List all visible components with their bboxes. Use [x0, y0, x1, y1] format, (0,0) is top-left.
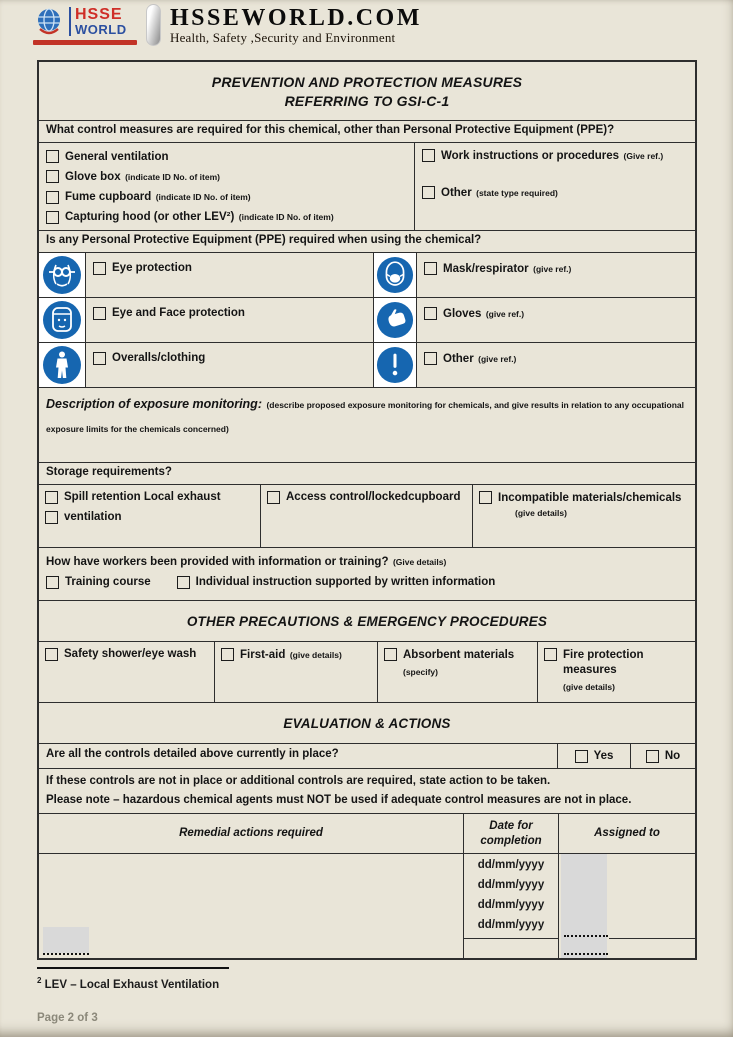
option-label: General ventilation [65, 150, 169, 163]
assigned-to-column [558, 854, 695, 958]
precautions-section [39, 641, 695, 702]
assigned-field-strip[interactable] [561, 854, 607, 958]
footnote-text: LEV – Local Exhaust Ventilation [41, 978, 220, 991]
exclamation-icon [376, 346, 414, 384]
option-note: (give details) [515, 508, 567, 518]
option-label: Individual instruction supported by written information [195, 576, 496, 588]
precautions-header: OTHER PRECAUTIONS & EMERGENCY PROCEDURES [186, 613, 548, 629]
ppe-option-eye-protection [93, 261, 366, 275]
yes-label: Yes [593, 750, 614, 762]
precaution-first-aid [221, 647, 371, 662]
training-option-course [46, 575, 151, 589]
date-completion-column [463, 854, 558, 958]
remedial-actions-header: Remedial actions required [179, 827, 323, 840]
date-placeholder[interactable]: dd/mm/yyyy [477, 859, 545, 871]
control-option-capturing-hood [46, 207, 407, 227]
prevention-protection-form [37, 60, 697, 960]
no-label: No [664, 750, 681, 762]
remedial-table-header [39, 813, 695, 853]
control-measures-section [39, 142, 695, 230]
option-label: ventilation [64, 511, 122, 523]
answer-no [630, 744, 695, 768]
assigned-to-header: Assigned to [558, 814, 695, 853]
exposure-monitoring-section[interactable] [39, 387, 695, 462]
logo-text-world: WORLD [75, 22, 127, 37]
ppe-option-other [424, 351, 688, 366]
footnote-superscript: 2 [37, 976, 42, 985]
checkbox-absorbent-materials[interactable] [384, 648, 397, 661]
ppe-question: Is any Personal Protective Equipment (PPE) required when using the chemical? [39, 230, 695, 252]
precaution-safety-shower [45, 647, 208, 661]
control-measures-question: What control measures are required for this chemical, other than Personal Protective Equipment (PPE)? [39, 120, 695, 142]
option-label: Gloves [443, 308, 482, 320]
gloves-icon [376, 301, 414, 339]
action-notes [39, 768, 695, 813]
option-label: Fire protection measures [563, 649, 644, 676]
control-option-work-instructions [422, 148, 688, 163]
globe-icon [33, 6, 65, 38]
option-label: Incompatible materials/chemicals [498, 492, 682, 504]
option-label: Spill retention Local exhaust [64, 491, 221, 503]
control-option-general-ventilation [46, 146, 407, 166]
site-name: HSSEWORLD.COM [170, 4, 422, 31]
storage-section [39, 484, 695, 547]
training-question-note: (Give details) [392, 557, 447, 567]
option-label: Fume cupboard [65, 191, 152, 204]
action-note-2: Please note – hazardous chemical agents must NOT be used if adequate control measures are not in place. [46, 794, 632, 806]
checkbox-gloves[interactable] [424, 307, 437, 320]
control-option-other [422, 185, 688, 200]
option-label: Glove box [65, 170, 121, 183]
option-label: Capturing hood (or other LEV²) [65, 211, 235, 224]
option-label: Access control/lockedcupboard [286, 491, 461, 503]
date-completion-header: Date for completion [463, 814, 558, 853]
storage-option-incompatible-materials [479, 490, 689, 520]
date-placeholder[interactable]: dd/mm/yyyy [477, 899, 545, 911]
checkbox-eye-protection[interactable] [93, 262, 106, 275]
action-note-1: If these controls are not in place or additional controls are required, state action to be taken. [46, 775, 551, 787]
checkbox-training-course[interactable] [46, 576, 59, 589]
option-label: Training course [65, 576, 151, 588]
remedial-table-body [39, 853, 695, 958]
dotted-marks [564, 953, 608, 955]
option-label: Work instructions or procedures [441, 150, 620, 162]
training-section [39, 547, 695, 600]
assigned-column-divider [609, 938, 695, 939]
site-header [33, 4, 422, 46]
hsse-world-logo [33, 6, 137, 45]
precaution-fire-protection [544, 647, 689, 694]
date-placeholder[interactable]: dd/mm/yyyy [477, 879, 545, 891]
option-label: Safety shower/eye wash [64, 648, 197, 660]
control-option-fume-cupboard [46, 187, 407, 207]
ppe-row-face-gloves [39, 297, 695, 342]
evaluation-header-row [39, 702, 695, 743]
checkbox-safety-shower[interactable] [45, 648, 58, 661]
checkbox-individual-instruction[interactable] [177, 576, 190, 589]
checkbox-control-other[interactable] [422, 186, 435, 199]
dotted-marks [564, 935, 608, 937]
ppe-row-overalls-other [39, 342, 695, 387]
evaluation-header: EVALUATION & ACTIONS [283, 715, 451, 731]
remedial-field-box[interactable] [43, 927, 89, 953]
face-shield-icon [42, 300, 82, 340]
checkbox-fume-cupboard[interactable] [46, 191, 59, 204]
storage-option-access-control [267, 490, 466, 504]
logo-text-hsse: HSSE [75, 6, 123, 23]
exposure-monitoring-note: (describe proposed exposure monitoring for chemicals, and give results in relation to any occupational exposure limits for the chemicals concerned) [46, 400, 684, 434]
option-note: (indicate ID No. of item) [125, 171, 220, 182]
option-note: (give ref.) [478, 354, 517, 364]
ppe-option-overalls [93, 351, 366, 365]
option-label: Other [443, 353, 474, 365]
storage-option-ventilation [45, 510, 254, 524]
control-option-glove-box [46, 166, 407, 186]
checkbox-ppe-other[interactable] [424, 352, 437, 365]
option-label: Overalls/clothing [112, 352, 206, 364]
option-label: Mask/respirator [443, 263, 529, 275]
ppe-row-eye-mask [39, 252, 695, 297]
checkbox-general-ventilation[interactable] [46, 150, 59, 163]
option-note: (give details) [289, 650, 342, 660]
checkbox-spill-retention[interactable] [45, 491, 58, 504]
site-tagline: Health, Safety ,Security and Environment [170, 30, 396, 46]
option-note: (Give ref.) [623, 151, 664, 161]
checkbox-glove-box[interactable] [46, 170, 59, 183]
remedial-actions-field[interactable] [39, 854, 463, 958]
option-note: (indicate ID No. of item) [155, 192, 251, 203]
checkbox-yes[interactable] [575, 750, 588, 763]
storage-option-spill-retention [45, 490, 254, 504]
date-placeholder[interactable]: dd/mm/yyyy [477, 919, 545, 931]
checkbox-no[interactable] [646, 750, 659, 763]
storage-question: Storage requirements? [39, 462, 695, 484]
checkbox-first-aid[interactable] [221, 648, 234, 661]
checkbox-capturing-hood[interactable] [46, 211, 59, 224]
checkbox-overalls[interactable] [93, 352, 106, 365]
answer-yes [557, 744, 630, 768]
option-note: (give ref.) [533, 264, 572, 274]
option-label: First-aid [240, 649, 286, 661]
divider-capsule [146, 4, 161, 46]
page-number: Page 2 of 3 [37, 1012, 98, 1024]
checkbox-ventilation[interactable] [45, 511, 58, 524]
checkbox-eye-face-protection[interactable] [93, 307, 106, 320]
option-label: Eye protection [112, 262, 192, 274]
option-note: (indicate ID No. of item) [238, 212, 334, 223]
option-label: Absorbent materials [403, 649, 515, 661]
checkbox-incompatible-materials[interactable] [479, 491, 492, 504]
logo-ribbon [33, 40, 137, 45]
form-title-line1: PREVENTION AND PROTECTION MEASURES [211, 73, 523, 90]
mask-respirator-icon [376, 256, 414, 294]
training-option-individual-instruction [177, 575, 496, 589]
footnote-separator [37, 967, 229, 969]
ppe-option-gloves [424, 306, 688, 321]
option-label: Eye and Face protection [112, 307, 245, 319]
option-note: (specify) [403, 667, 438, 677]
form-title-line2: REFERRING TO GSI-C-1 [284, 92, 450, 109]
form-title [39, 62, 695, 120]
eye-protection-icon [42, 255, 82, 295]
option-note: (give details) [563, 682, 615, 692]
option-note: (give ref.) [485, 309, 525, 319]
date-column-divider [464, 938, 558, 939]
checkbox-fire-protection[interactable] [544, 648, 557, 661]
option-note: (state type required) [476, 188, 558, 198]
overalls-icon [42, 345, 82, 385]
checkbox-access-control[interactable] [267, 491, 280, 504]
controls-in-place-row [39, 743, 695, 768]
exposure-monitoring-title: Description of exposure monitoring: [46, 397, 262, 411]
training-question: How have workers been provided with information or training? [46, 556, 389, 568]
dotted-marks [43, 953, 89, 955]
precautions-header-row [39, 600, 695, 641]
checkbox-work-instructions[interactable] [422, 149, 435, 162]
precaution-absorbent-materials [384, 647, 531, 679]
ppe-option-eye-face-protection [93, 306, 366, 320]
controls-in-place-question: Are all the controls detailed above currently in place? [46, 748, 339, 760]
option-label: Other [441, 187, 472, 199]
checkbox-mask-respirator[interactable] [424, 262, 437, 275]
lev-footnote [37, 976, 219, 991]
ppe-option-mask-respirator [424, 261, 688, 276]
